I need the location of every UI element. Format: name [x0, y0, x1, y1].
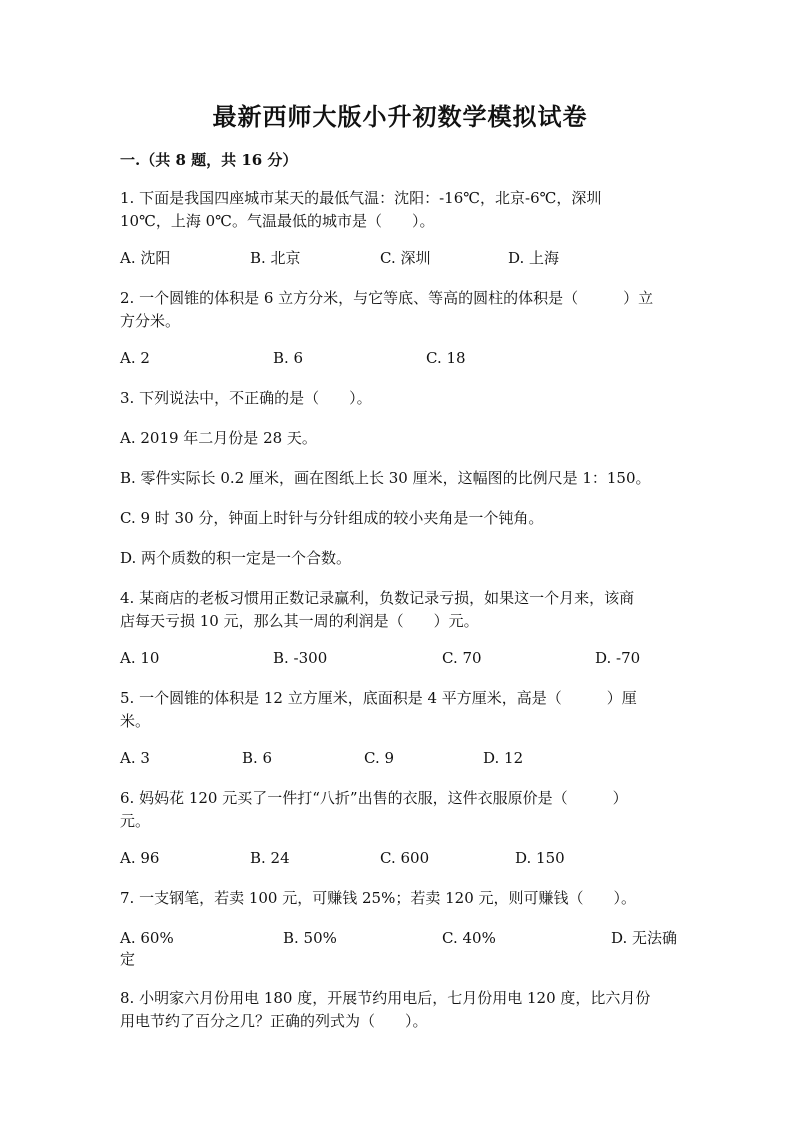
- question-6-line-1: 6. 妈妈花 120 元买了一件打“八折”出售的衣服，这件衣服原价是（ ）: [120, 789, 628, 807]
- question-3-option-c: C. 9 时 30 分，钟面上时针与分针组成的较小夹角是一个钝角。: [120, 509, 544, 527]
- page-title: 最新西师大版小升初数学模拟试卷: [212, 102, 588, 131]
- question-4-option-d: D. -70: [595, 649, 641, 667]
- question-6-option-c: C. 600: [380, 849, 430, 867]
- question-7-option-a: A. 60%: [120, 929, 174, 947]
- question-8-line-1: 8. 小明家六月份用电 180 度，开展节约用电后，七月份用电 120 度，比六月份: [120, 989, 651, 1007]
- question-1-option-c: C. 深圳: [380, 249, 431, 267]
- question-4-line-1: 4. 某商店的老板习惯用正数记录赢利，负数记录亏损，如果这一个月来，该商: [120, 589, 635, 607]
- section-heading: 一.（共 8 题，共 16 分）: [120, 151, 298, 169]
- question-5-line-1: 5. 一个圆锥的体积是 12 立方厘米，底面积是 4 平方厘米，高是（ ）厘: [120, 689, 637, 707]
- question-5-option-c: C. 9: [364, 749, 395, 767]
- question-6-line-2: 元。: [120, 812, 151, 830]
- question-3-option-d: D. 两个质数的积一定是一个合数。: [120, 549, 352, 567]
- question-4-option-a: A. 10: [120, 649, 160, 667]
- question-6-option-b: B. 24: [250, 849, 290, 867]
- question-1-line-1: 1. 下面是我国四座城市某天的最低气温：沈阳：-16℃，北京-6℃，深圳: [120, 189, 602, 207]
- question-7-option-d: D. 无法确: [611, 929, 678, 947]
- question-7-option-c: C. 40%: [442, 929, 496, 947]
- question-2-option-c: C. 18: [426, 349, 466, 367]
- question-7-line-1: 7. 一支钢笔，若卖 100 元，可赚钱 25%；若卖 120 元，则可赚钱（ ）。: [120, 889, 637, 907]
- question-6-option-d: D. 150: [515, 849, 565, 867]
- question-8-line-2: 用电节约了百分之几？正确的列式为（ ）。: [120, 1012, 428, 1030]
- question-7-option-d-wrap: 定: [120, 950, 136, 968]
- question-3-option-b: B. 零件实际长 0.2 厘米，画在图纸上长 30 厘米，这幅图的比例尺是 1：150。: [120, 469, 651, 487]
- question-1-option-a: A. 沈阳: [120, 249, 171, 267]
- question-2-line-1: 2. 一个圆锥的体积是 6 立方分米，与它等底、等高的圆柱的体积是（ ）立: [120, 289, 654, 307]
- question-4-option-c: C. 70: [442, 649, 482, 667]
- question-5-option-d: D. 12: [483, 749, 524, 767]
- question-4-option-b: B. -300: [273, 649, 328, 667]
- question-7-option-b: B. 50%: [283, 929, 337, 947]
- question-5-option-a: A. 3: [120, 749, 150, 767]
- question-1-option-d: D. 上海: [508, 249, 560, 267]
- question-1-line-2: 10℃，上海 0℃。气温最低的城市是（ ）。: [120, 212, 435, 230]
- question-5-line-2: 米。: [120, 712, 151, 730]
- question-6-option-a: A. 96: [120, 849, 160, 867]
- question-2-option-b: B. 6: [273, 349, 304, 367]
- question-3-line-1: 3. 下列说法中，不正确的是（ ）。: [120, 389, 372, 407]
- question-3-option-a: A. 2019 年二月份是 28 天。: [120, 429, 317, 447]
- question-1-option-b: B. 北京: [250, 249, 301, 267]
- question-2-line-2: 方分米。: [120, 312, 181, 330]
- question-2-option-a: A. 2: [120, 349, 150, 367]
- question-5-option-b: B. 6: [242, 749, 273, 767]
- question-4-line-2: 店每天亏损 10 元，那么其一周的利润是（ ）元。: [120, 612, 479, 630]
